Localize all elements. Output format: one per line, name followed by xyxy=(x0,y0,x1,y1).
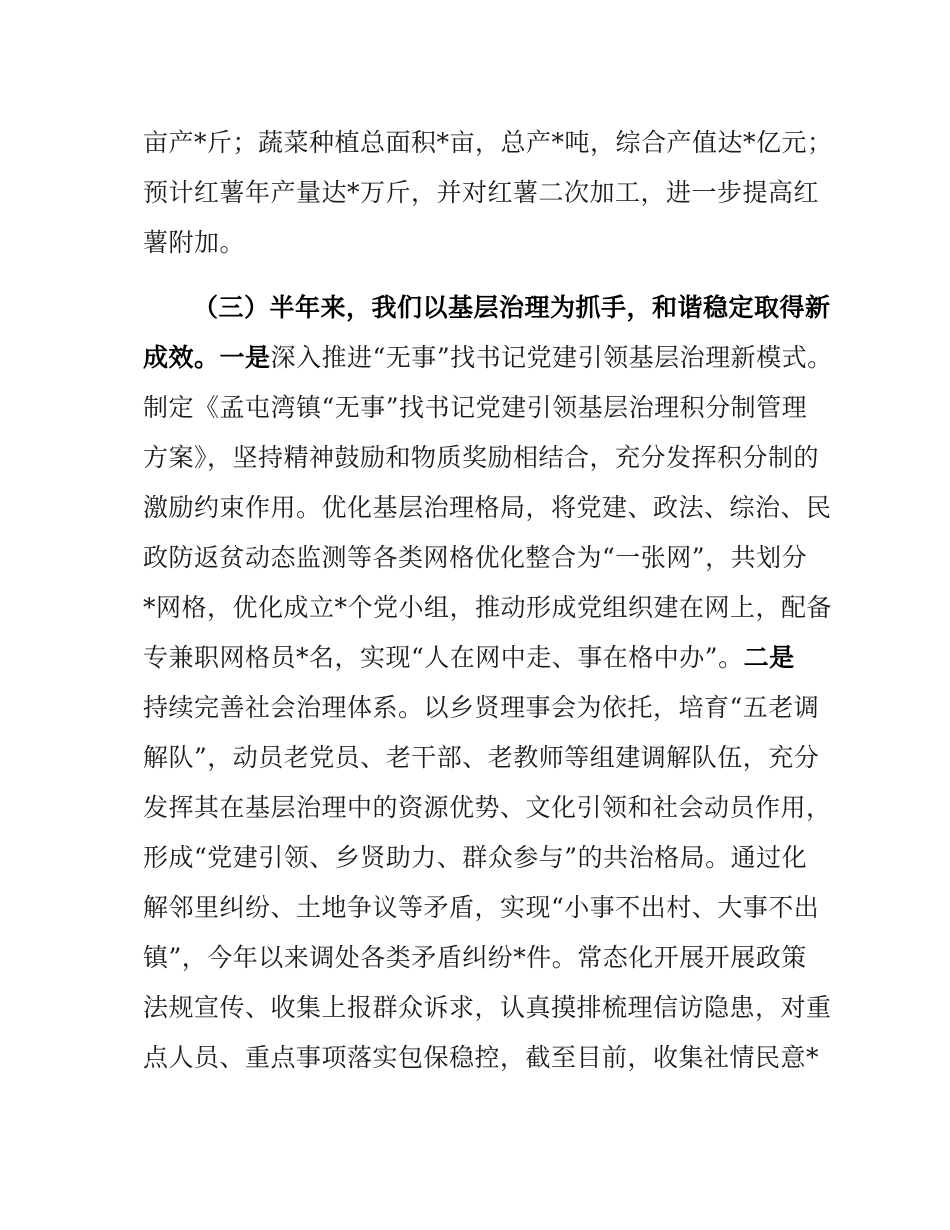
paragraph-2-line-4: 方案》，坚持精神鼓励和物质奖励相结合，充分发挥积分制的 xyxy=(143,443,820,472)
item-1-label: 一是 xyxy=(219,343,271,372)
paragraph-1-line-2: 预计红薯年产量达*万斤，并对红薯二次加工，进一步提高红 xyxy=(143,178,820,207)
line-8-text: 专兼职网格员*名，实现“人在网中走、事在格中办”。 xyxy=(143,643,744,672)
paragraph-2-line-11: 发挥其在基层治理中的资源优势、文化引领和社会动员作用， xyxy=(143,793,832,822)
paragraph-2-line-8 xyxy=(143,642,795,674)
item-2-label: 二是 xyxy=(743,643,795,672)
paragraph-1-line-1: 亩产*斤；蔬菜种植总面积*亩，总产*吨，综合产值达*亿元； xyxy=(143,128,833,157)
item-1-text: 深入推进“无事”找书记党建引领基层治理新模式。 xyxy=(270,343,833,372)
paragraph-2-line-5: 激励约束作用。优化基层治理格局，将党建、政法、综治、民 xyxy=(143,493,832,522)
paragraph-1-line-3: 薯附加。 xyxy=(143,228,246,257)
paragraph-2-line-16: 点人员、重点事项落实包保稳控，截至目前，收集社情民意* xyxy=(143,1043,820,1072)
section-heading-line-1: （三）半年来，我们以基层治理为抓手，和谐稳定取得新 xyxy=(193,293,831,322)
paragraph-2-line-13: 解邻里纠纷、土地争议等矛盾，实现“小事不出村、大事不出 xyxy=(143,893,820,922)
section-heading-line-2: 成效。 xyxy=(143,343,220,372)
paragraph-2-line-14: 镇”，今年以来调处各类矛盾纠纷*件。常态化开展开展政策 xyxy=(143,943,807,972)
paragraph-2-line-6: 政防返贫动态监测等各类网格优化整合为“一张网”，共划分 xyxy=(143,543,808,572)
paragraph-2-line-9: 持续完善社会治理体系。以乡贤理事会为依托，培育“五老调 xyxy=(143,693,820,722)
paragraph-2-line-15: 法规宣传、收集上报群众诉求，认真摸排梳理信访隐患，对重 xyxy=(143,993,832,1022)
paragraph-2-line-2 xyxy=(143,342,833,374)
paragraph-2-line-12: 形成“党建引领、乡贤助力、群众参与”的共治格局。通过化 xyxy=(143,843,808,872)
paragraph-2-line-10: 解队”，动员老党员、老干部、老教师等组建调解队伍，充分 xyxy=(143,743,820,772)
paragraph-2-line-3: 制定《孟屯湾镇“无事”找书记党建引领基层治理积分制管理 xyxy=(143,393,808,422)
paragraph-2-line-7: *网格，优化成立*个党小组，推动形成党组织建在网上，配备 xyxy=(143,593,833,622)
